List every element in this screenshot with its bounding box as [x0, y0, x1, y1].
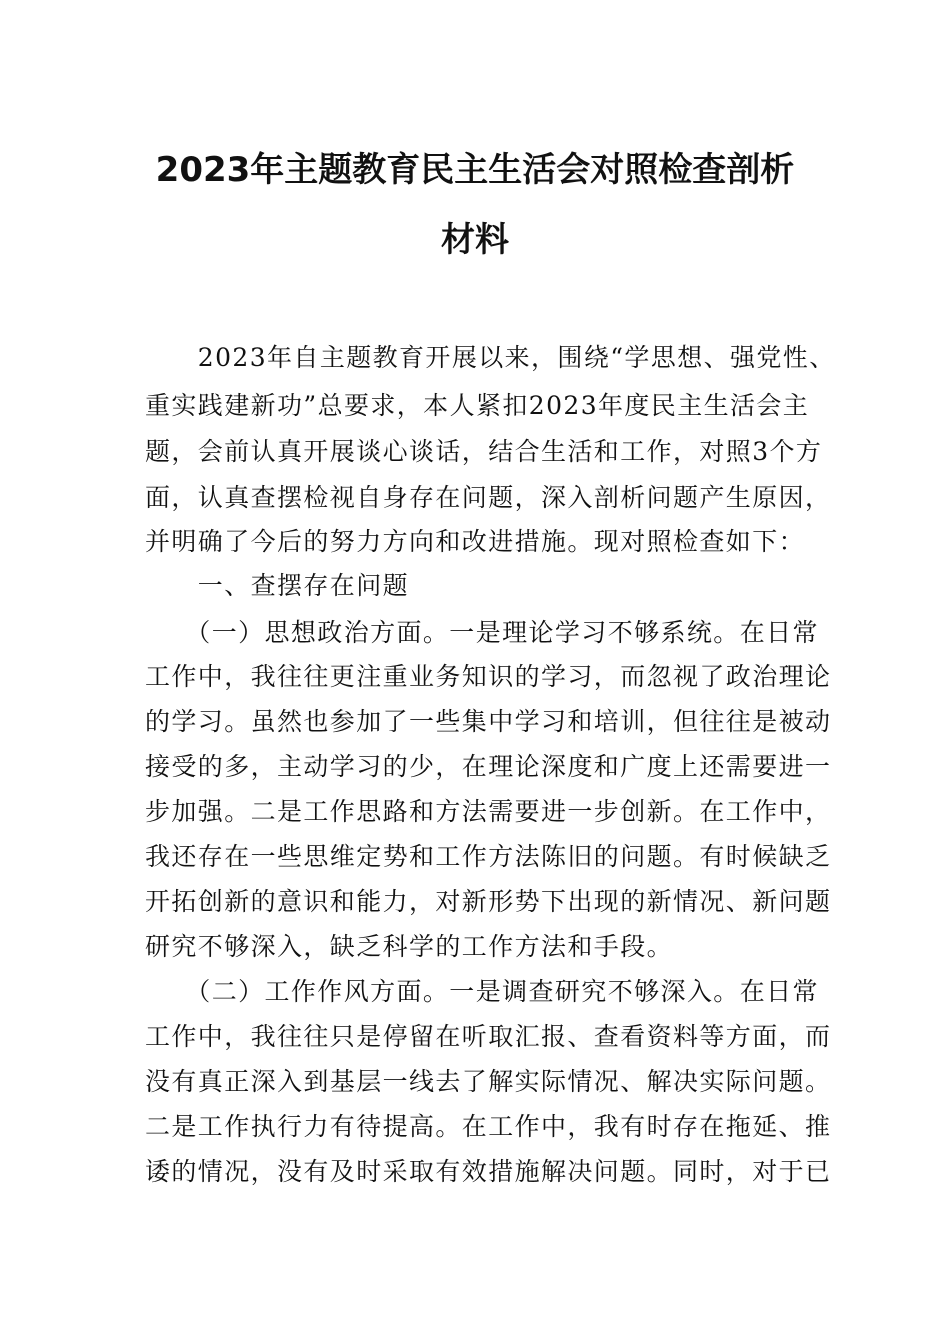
body-line: 研究不够深入，缺乏科学的工作方法和手段。 [145, 932, 674, 961]
body-line: 诿的情况，没有及时采取有效措施解决问题。同时，对于已 [145, 1157, 832, 1186]
document-title-line-1: 2023年主题教育民主生活会对照检查剖析 [155, 150, 795, 190]
section-heading: 一、查摆存在问题 [145, 571, 410, 600]
body-line: 面，认真查摆检视自身存在问题，深入剖析问题产生原因， [145, 483, 832, 512]
body-line: 我还存在一些思维定势和工作方法陈旧的问题。有时候缺乏 [145, 842, 832, 871]
body-line: 接受的多，主动学习的少，在理论深度和广度上还需要进一 [145, 752, 832, 781]
body-line: 工作中，我往往更注重业务知识的学习，而忽视了政治理论 [145, 662, 832, 691]
body-line: 并明确了今后的努力方向和改进措施。现对照检查如下： [145, 527, 806, 556]
body-line: 2023年自主题教育开展以来，围绕“学思想、强党性、 [145, 343, 836, 372]
body-line: 开拓创新的意识和能力，对新形势下出现的新情况、新问题 [145, 887, 832, 916]
body-line: 题，会前认真开展谈心谈话，结合生活和工作，对照3个方 [145, 437, 823, 466]
body-line: 步加强。二是工作思路和方法需要进一步创新。在工作中， [145, 797, 832, 826]
body-line: 工作中，我往往只是停留在听取汇报、查看资料等方面，而 [145, 1022, 832, 1051]
body-line: 二是工作执行力有待提高。在工作中，我有时存在拖延、推 [145, 1112, 832, 1141]
body-line: 没有真正深入到基层一线去了解实际情况、解决实际问题。 [145, 1067, 832, 1096]
body-line: 重实践建新功”总要求，本人紧扣2023年度民主生活会主 [145, 391, 810, 420]
body-line: 的学习。虽然也参加了一些集中学习和培训，但往往是被动 [145, 707, 832, 736]
body-line: （一）思想政治方面。一是理论学习不够系统。在日常 [145, 618, 819, 647]
document-title-line-2: 材料 [441, 220, 509, 260]
body-line: （二）工作作风方面。一是调查研究不够深入。在日常 [145, 977, 819, 1006]
